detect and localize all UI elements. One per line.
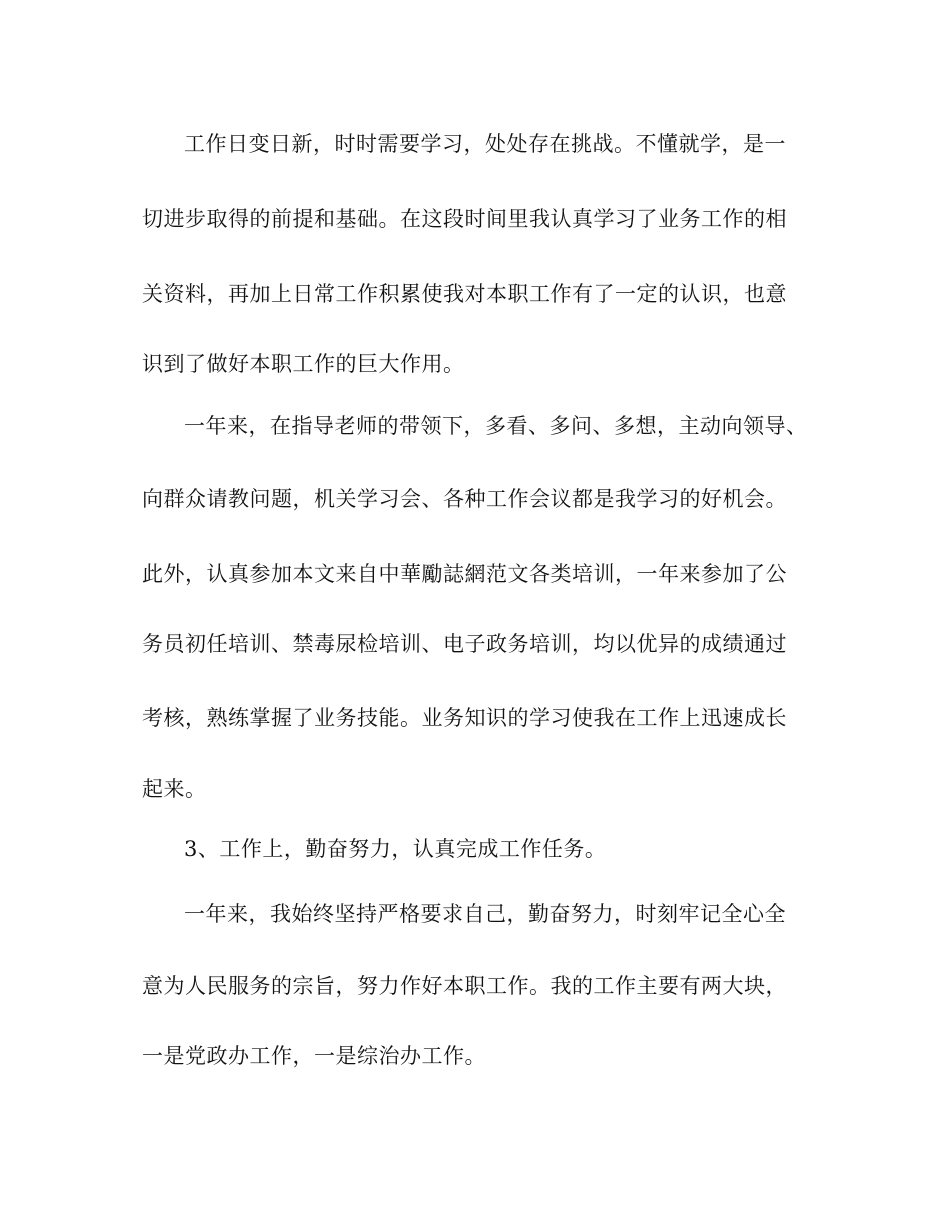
paragraph-2-line-6: 起来。 <box>142 777 207 801</box>
paragraph-1-line-2: 切进步取得的前提和基础。在这段时间里我认真学习了业务工作的相 <box>142 207 787 231</box>
section-heading-3: 3、工作上，勤奋努力，认真完成工作任务。 <box>184 837 607 861</box>
paragraph-3-line-1: 一年来，我始终坚持严格要求自己，勤奋努力，时刻牢记全心全 <box>184 902 786 926</box>
paragraph-2-line-2: 向群众请教问题，机关学习会、各种工作会议都是我学习的好机会。 <box>142 487 787 511</box>
paragraph-1-line-3: 关资料，再加上日常工作积累使我对本职工作有了一定的认识，也意 <box>142 282 787 306</box>
paragraph-3-line-2: 意为人民服务的宗旨，努力作好本职工作。我的工作主要有两大块， <box>142 974 787 998</box>
paragraph-1-line-4: 识到了做好本职工作的巨大作用。 <box>142 352 465 376</box>
paragraph-2-line-3: 此外，认真参加本文来自中華勵誌網范文各类培训，一年来参加了公 <box>142 562 787 586</box>
paragraph-2-line-1: 一年来，在指导老师的带领下，多看、多问、多想，主动向领导、 <box>184 414 808 438</box>
paragraph-2-line-5: 考核，熟练掌握了业务技能。业务知识的学习使我在工作上迅速成长 <box>142 706 787 730</box>
paragraph-2-line-4: 务员初任培训、禁毒尿检培训、电子政务培训，均以优异的成绩通过 <box>142 632 787 656</box>
paragraph-3-line-3: 一是党政办工作，一是综治办工作。 <box>142 1044 486 1068</box>
paragraph-1-line-1: 工作日变日新，时时需要学习，处处存在挑战。不懂就学，是一 <box>184 132 786 156</box>
